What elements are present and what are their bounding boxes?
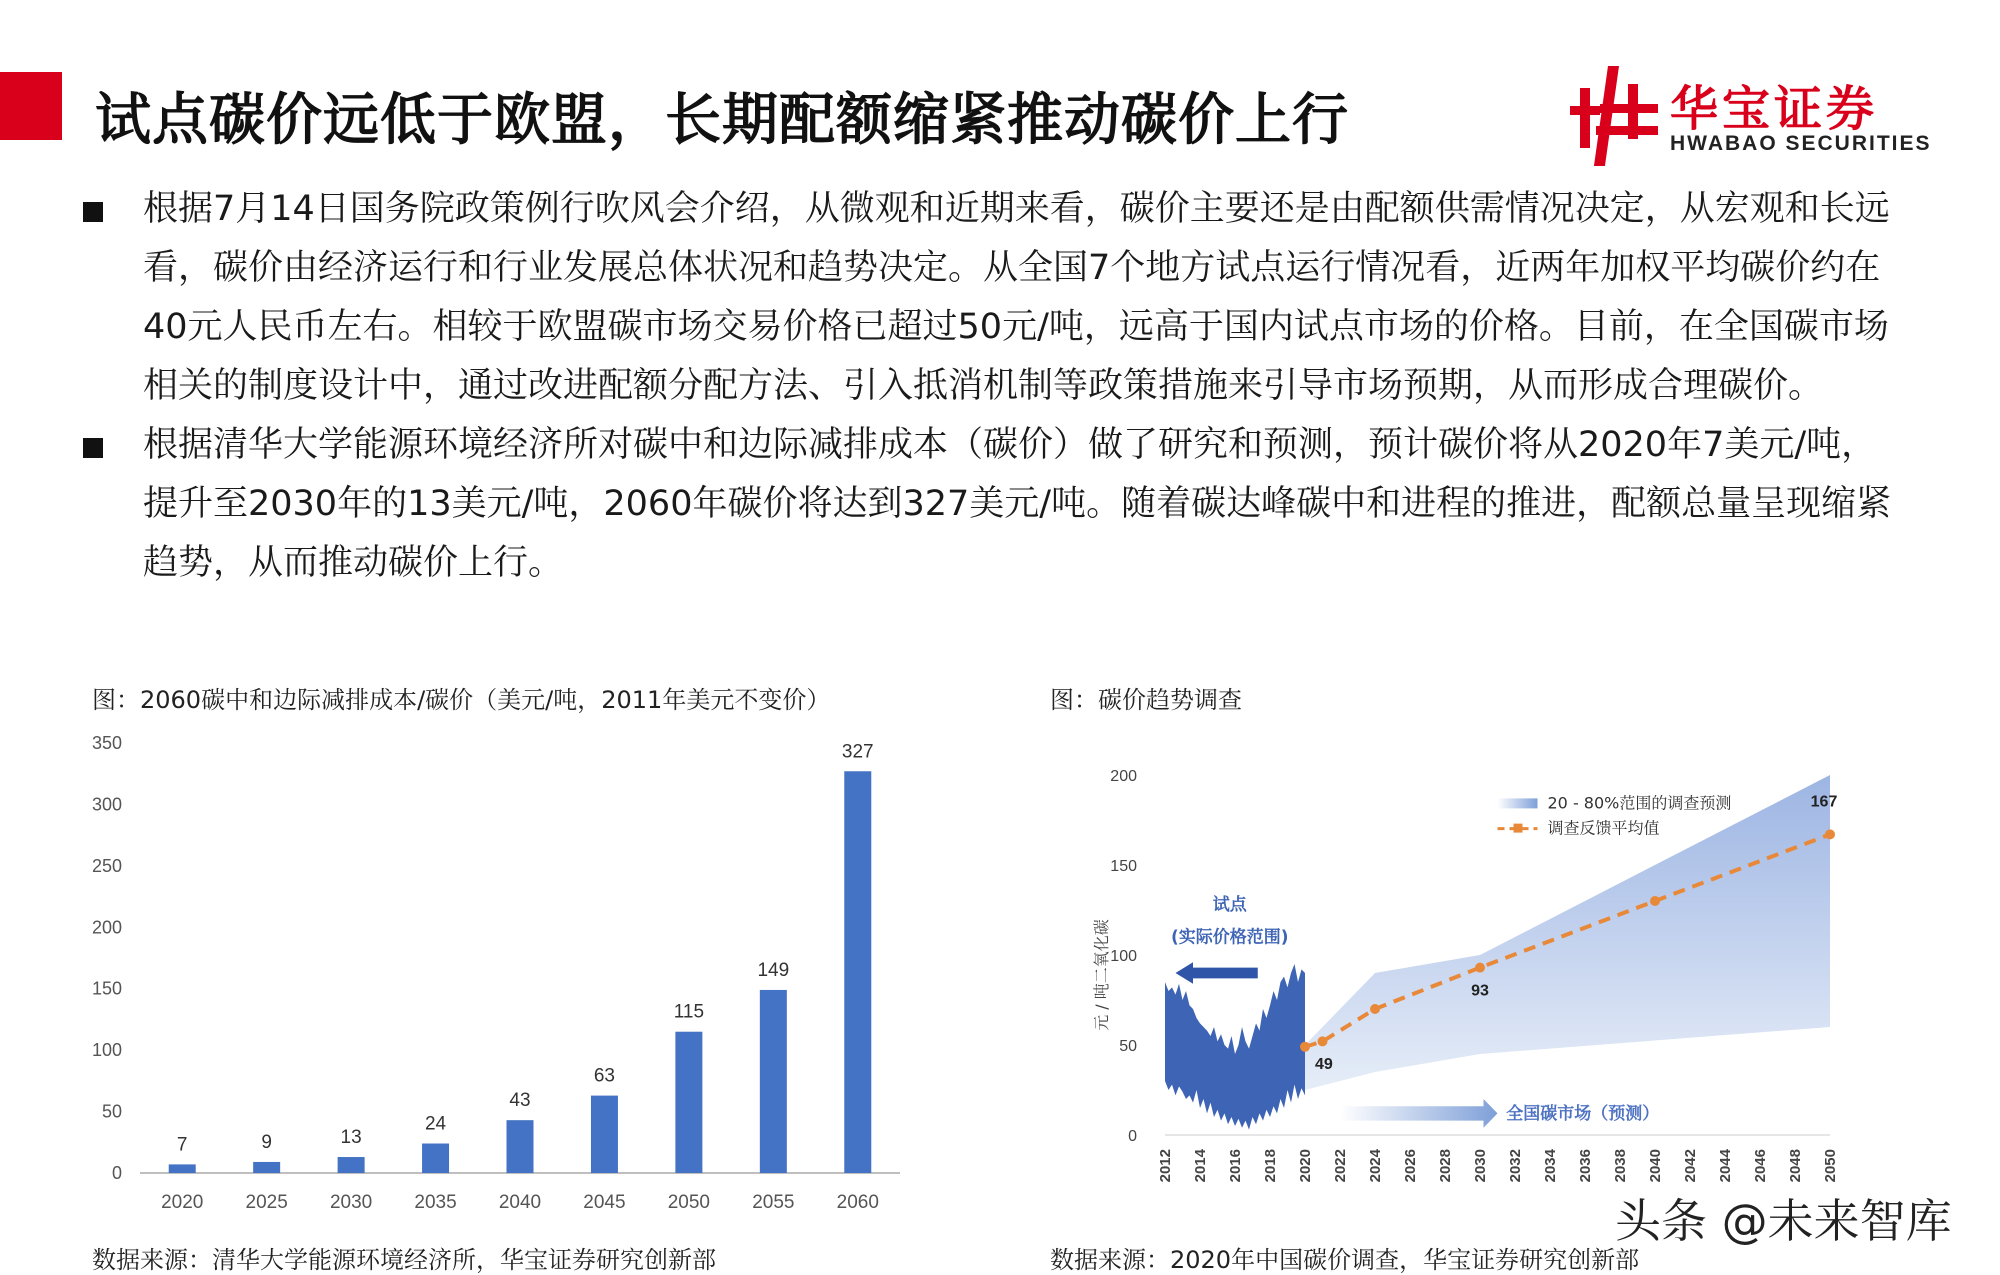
logo-chinese-text: 华宝证券: [1670, 81, 1879, 137]
y-tick-label: 50: [101, 1101, 122, 1122]
x-tick-label: 2012: [1157, 1149, 1174, 1183]
data-label: 115: [673, 1001, 705, 1023]
logo-english-text: HWABAO SECURITIES: [1670, 132, 1932, 155]
national-market-annotation-label: 全国碳市场（预测）: [1506, 1103, 1660, 1124]
x-tick-label: 2018: [1262, 1149, 1279, 1183]
data-label: 13: [340, 1127, 362, 1149]
data-label: 327: [841, 741, 874, 763]
y-tick-label: 150: [1110, 858, 1137, 875]
bar-chart: [80, 720, 920, 1220]
national-market-arrow-icon: [1340, 1099, 1498, 1128]
x-tick-label: 2034: [1542, 1149, 1559, 1183]
data-label: 7: [176, 1134, 188, 1156]
y-tick-label: 250: [91, 855, 122, 876]
x-tick-label: 2055: [752, 1192, 795, 1213]
legend-band-swatch: [1498, 798, 1538, 808]
y-tick-label: 0: [111, 1163, 122, 1183]
bullet-text: 根据清华大学能源环境经济所对碳中和边际减排成本（碳价）做了研究和预测，预计碳价将从2020年7美元/吨，提升至2030年的13美元/吨，2060年碳价将达到327美元/吨。随着碳达峰碳中和进程的推进，配额总量呈现缩紧趋势，从而推动碳价上行。: [143, 425, 1892, 583]
pilot-left-arrow-icon: [1176, 962, 1258, 984]
x-tick-label: 2028: [1437, 1149, 1454, 1183]
x-tick-label: 2025: [245, 1192, 288, 1213]
pilot-range-annotation-label: (实际价格范围): [1170, 927, 1289, 948]
right-figure-caption: 图：碳价趋势调查: [1050, 686, 1242, 714]
mean-series-point: [1370, 1004, 1380, 1014]
mean-series-point: [1825, 829, 1835, 839]
y-tick-label: 300: [91, 794, 122, 815]
x-tick-label: 2030: [1472, 1149, 1489, 1183]
x-tick-label: 2030: [329, 1192, 373, 1213]
data-label: 9: [261, 1131, 272, 1153]
x-tick-label: 2040: [1647, 1149, 1664, 1183]
data-label: 93: [1471, 982, 1489, 1000]
x-tick-label: 2020: [1297, 1149, 1314, 1183]
bullet-item: [75, 416, 1905, 593]
x-tick-label: 2020: [161, 1192, 204, 1213]
bar: [844, 771, 871, 1173]
x-tick-label: 2050: [667, 1192, 711, 1213]
y-tick-label: 100: [1110, 948, 1137, 965]
y-tick-label: 150: [91, 978, 122, 999]
data-label: 167: [1810, 793, 1838, 811]
bar: [338, 1157, 365, 1173]
bullet-list: [75, 180, 1905, 593]
mean-series-point: [1318, 1036, 1328, 1046]
mean-series-point: [1650, 896, 1660, 906]
data-label: 149: [757, 959, 790, 981]
bullet-square-icon: [83, 202, 103, 222]
bullet-item: [75, 180, 1905, 416]
pilot-price-range-area: [1165, 964, 1305, 1130]
x-tick-label: 2032: [1507, 1149, 1524, 1183]
legend-mean-marker: [1514, 824, 1523, 833]
x-tick-label: 2022: [1332, 1149, 1349, 1183]
x-tick-label: 2038: [1612, 1149, 1629, 1183]
data-label: 43: [509, 1090, 531, 1112]
left-figure-caption: 图：2060碳中和边际减排成本/碳价（美元/吨，2011年美元不变价）: [92, 686, 831, 714]
x-tick-label: 2014: [1192, 1149, 1209, 1183]
area-chart: [1075, 750, 1855, 1190]
y-tick-label: 200: [91, 917, 122, 938]
bullet-square-icon: [83, 438, 103, 458]
bar: [169, 1164, 196, 1173]
x-tick-label: 2016: [1227, 1149, 1244, 1183]
y-axis-label: 元 / 吨二氧化碳: [1092, 919, 1111, 1031]
bar: [253, 1162, 280, 1173]
bullet-text: 根据7月14日国务院政策例行吹风会介绍，从微观和近期来看，碳价主要还是由配额供需情况决定，从宏观和长远看，碳价由经济运行和行业发展总体状况和趋势决定。从全国7个地方试点运行情况看，近两年加权平均碳价约在40元人民币左右。相较于欧盟碳市场交易价格已超过50元/吨，远高于国内试点市场的价格。目前，在全国碳市场相关的制度设计中，通过改进配额分配方法、引入抵消机制等政策措施来引导市场预期，从而形成合理碳价。: [143, 189, 1890, 406]
x-tick-label: 2035: [414, 1192, 457, 1213]
bar: [675, 1032, 702, 1173]
y-tick-label: 0: [1128, 1128, 1137, 1145]
watermark-text: 头条 @未来智库: [1615, 1194, 1952, 1248]
bar: [422, 1144, 449, 1173]
mean-series-point: [1475, 963, 1485, 973]
bar: [507, 1120, 534, 1173]
data-label: 49: [1315, 1055, 1333, 1073]
legend-label: 20 - 80%范围的调查预测: [1547, 793, 1732, 813]
company-logo: [1570, 62, 1950, 172]
left-figure-source: 数据来源：清华大学能源环境经济所，华宝证券研究创新部: [92, 1246, 716, 1274]
pilot-annotation-label: 试点: [1212, 895, 1247, 915]
x-tick-label: 2036: [1577, 1149, 1594, 1183]
x-tick-label: 2050: [1822, 1149, 1839, 1183]
x-tick-label: 2026: [1402, 1149, 1419, 1183]
page-title: 试点碳价远低于欧盟，长期配额缩紧推动碳价上行: [95, 88, 1349, 153]
mean-series-point: [1300, 1042, 1310, 1052]
title-accent-bar: [0, 72, 62, 140]
x-tick-label: 2046: [1752, 1149, 1769, 1183]
legend-label: 调查反馈平均值: [1547, 818, 1660, 838]
x-tick-label: 2048: [1787, 1149, 1804, 1183]
y-tick-label: 350: [91, 733, 122, 753]
y-tick-label: 50: [1119, 1038, 1137, 1055]
y-tick-label: 100: [91, 1040, 122, 1061]
data-label: 24: [424, 1113, 447, 1135]
hwabao-logo-icon: [1570, 66, 1660, 166]
x-tick-label: 2024: [1367, 1149, 1384, 1183]
data-label: 63: [593, 1065, 616, 1087]
x-tick-label: 2044: [1717, 1149, 1734, 1183]
bar: [591, 1096, 618, 1173]
x-tick-label: 2040: [498, 1192, 542, 1213]
bar: [760, 990, 787, 1173]
right-figure-source: 数据来源：2020年中国碳价调查，华宝证券研究创新部: [1050, 1246, 1640, 1274]
x-tick-label: 2042: [1682, 1149, 1699, 1183]
x-tick-label: 2060: [836, 1192, 879, 1213]
y-tick-label: 200: [1110, 768, 1137, 785]
x-tick-label: 2045: [583, 1192, 626, 1213]
